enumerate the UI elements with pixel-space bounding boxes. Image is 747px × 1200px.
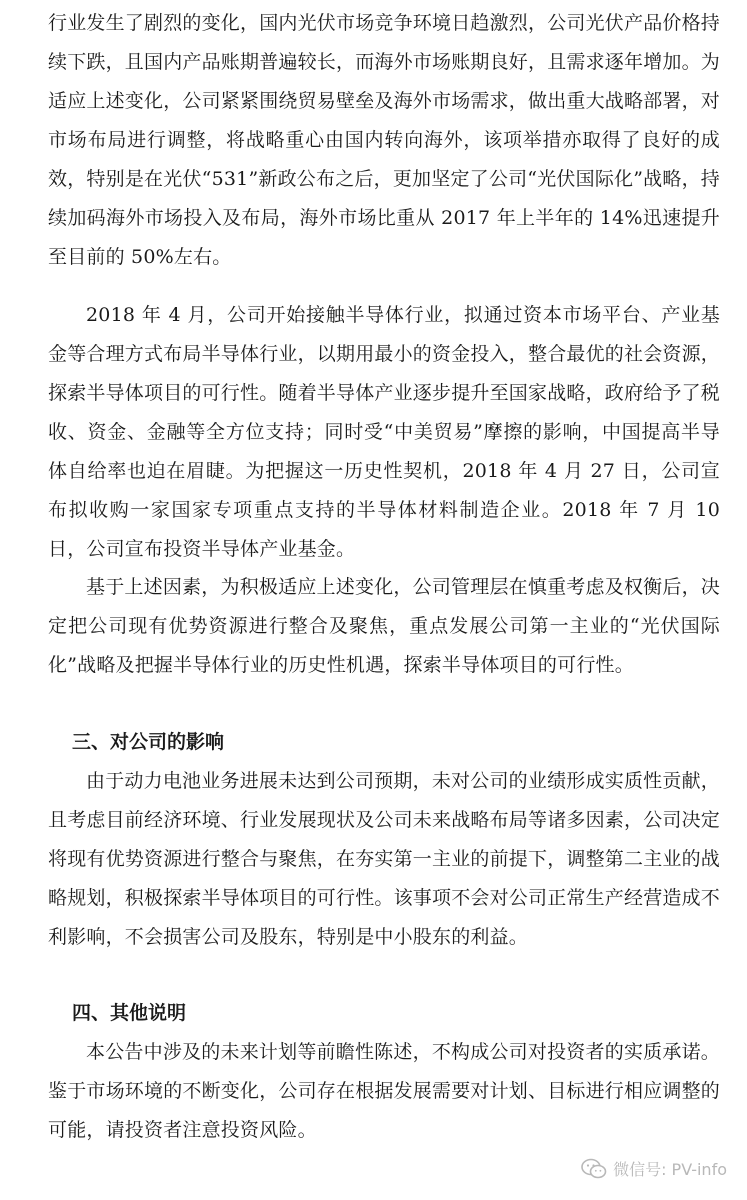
paragraph-strategy-decision: 基于上述因素，为积极适应上述变化，公司管理层在慎重考虑及权衡后，决定把公司现有优势资源进行整合及聚焦，重点发展公司第一主业的“光伏国际化”战略及把握半导体行业的历史性机遇，探索半导体项目的可行性。	[48, 576, 720, 676]
section-heading-impact: 三、对公司的影响	[72, 731, 225, 753]
wechat-icon	[581, 1158, 607, 1180]
wechat-watermark	[581, 1157, 727, 1180]
paragraph-other-notes: 本公告中涉及的未来计划等前瞻性陈述，不构成公司对投资者的实质承诺。鉴于市场环境的不断变化，公司存在根据发展需要对计划、目标进行相应调整的可能，请投资者注意投资风险。	[48, 1041, 721, 1141]
watermark-text: 微信号: PV-info	[613, 1160, 727, 1179]
section-heading-other: 四、其他说明	[72, 1002, 187, 1024]
paragraph-impact: 由于动力电池业务进展未达到公司预期，未对公司的业绩形成实质性贡献，且考虑目前经济环境、行业发展现状及公司未来战略布局等诸多因素，公司决定将现有优势资源进行整合与聚焦，在夯实第一主业的前提下，调整第二主业的战略规划，积极探索半导体项目的可行性。该事项不会对公司正常生产经营造成不利影响，不会损害公司及股东，特别是中小股东的利益。	[48, 770, 721, 948]
paragraph-industry-change: 行业发生了剧烈的变化，国内光伏市场竞争环境日趋激烈，公司光伏产品价格持续下跌，且国内产品账期普遍较长，而海外市场账期良好，且需求逐年增加。为适应上述变化，公司紧紧围绕贸易壁垒及海外市场需求，做出重大战略部署，对市场布局进行调整，将战略重心由国内转向海外，该项举措亦取得了良好的成效，特别是在光伏“531”新政公布之后，更加坚定了公司“光伏国际化”战略，持续加码海外市场投入及布局，海外市场比重从 2017 年上半年的 14%迅速提升至目前的 50%左右。	[48, 12, 721, 268]
paragraph-semiconductor-entry: 2018 年 4 月，公司开始接触半导体行业，拟通过资本市场平台、产业基金等合理方式布局半导体行业，以期用最小的资金投入，整合最优的社会资源，探索半导体项目的可行性。随着半导体产业逐步提升至国家战略，政府给予了税收、资金、金融等全方位支持；同时受“中美贸易”摩擦的影响，中国提高半导体自给率也迫在眉睫。为把握这一历史性契机，2018 年 4 月 27 日，公司宣布拟收购一家国家专项重点支持的半导体材料制造企业。2018 年 7 月 10 日，公司宣布投资半导体产业基金。	[48, 304, 721, 560]
